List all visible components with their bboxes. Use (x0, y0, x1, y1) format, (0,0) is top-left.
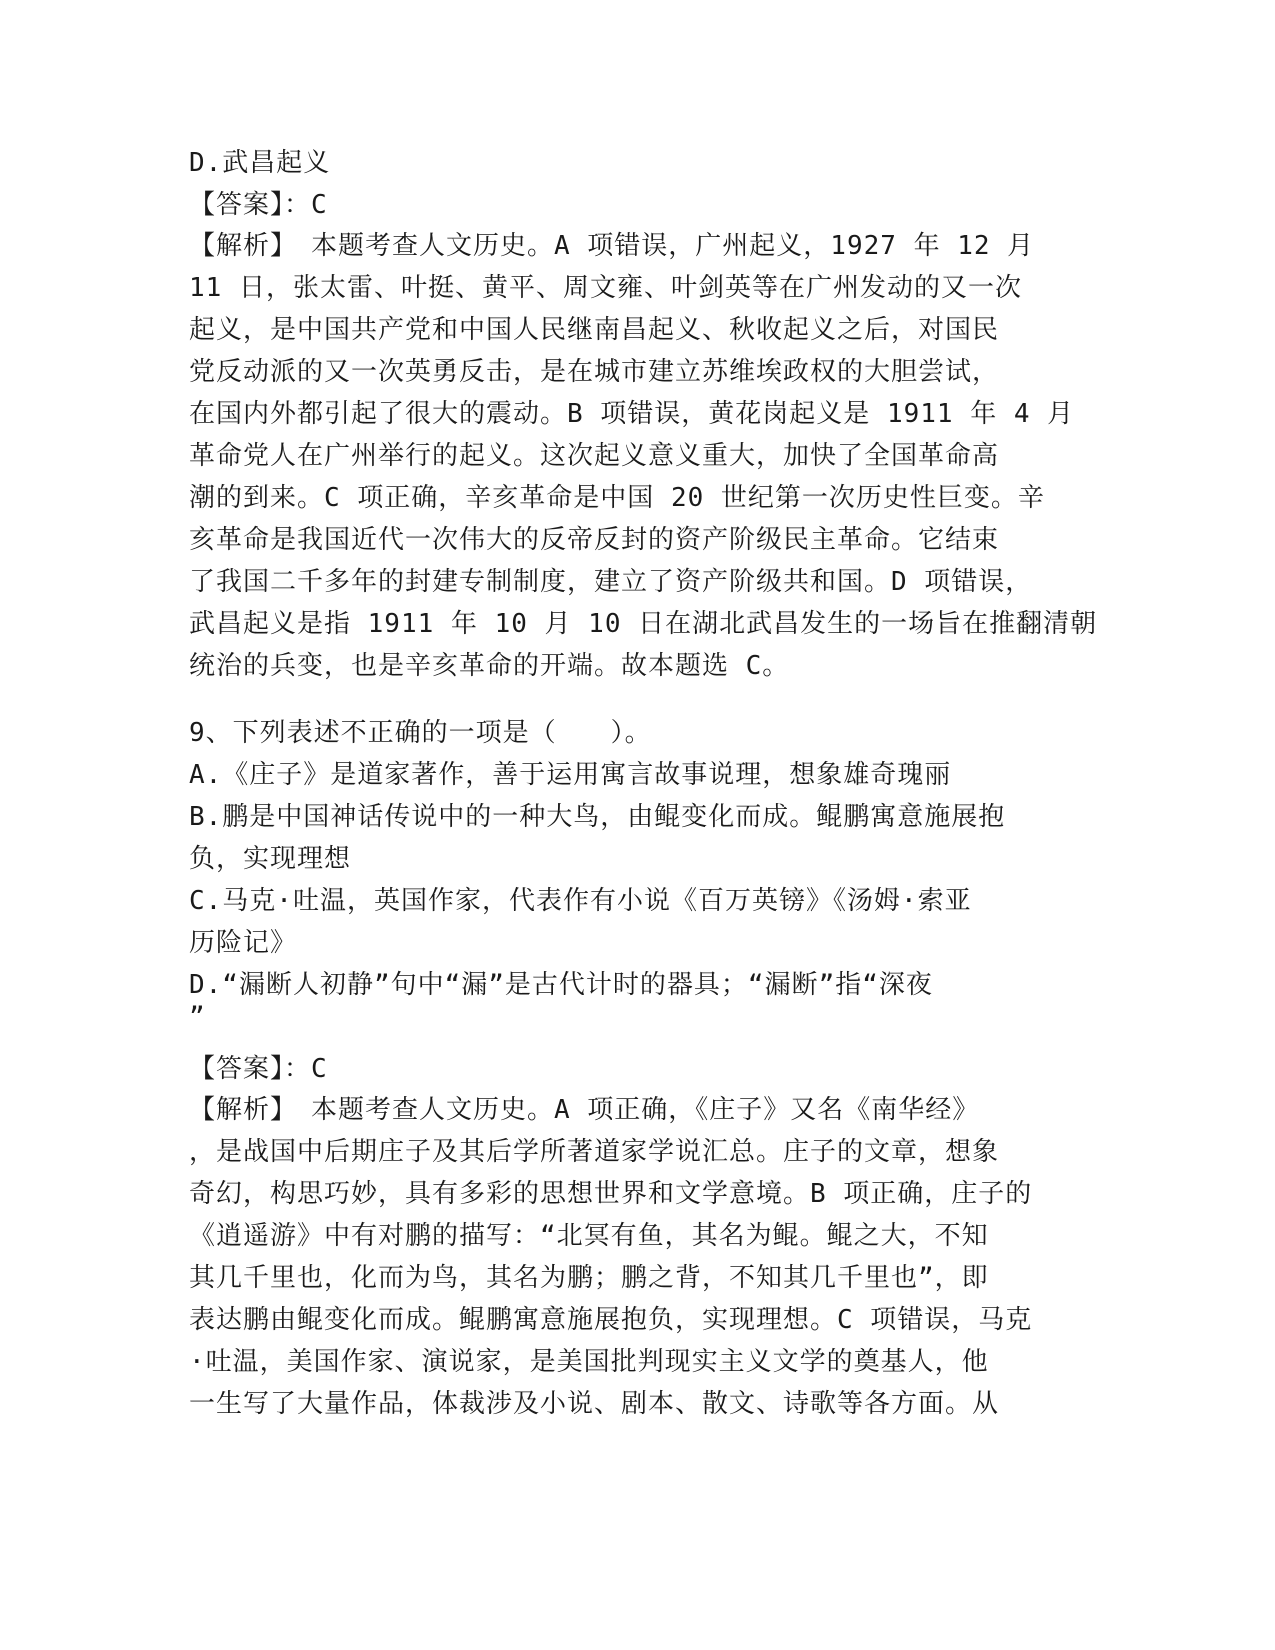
analysis-prev-line: 潮的到来。C 项正确，辛亥革命是中国 20 世纪第一次历史性巨变。辛 (189, 483, 1045, 513)
analysis-prev-line: 亥革命是我国近代一次伟大的反帝反封的资产阶级民主革命。它结束 (189, 525, 1000, 555)
question-9-analysis-line: 奇幻，构思巧妙，具有多彩的思想世界和文学意境。B 项正确，庄子的 (189, 1179, 1033, 1209)
question-9-option-a: A.《庄子》是道家著作，善于运用寓言故事说理，想象雄奇瑰丽 (189, 760, 952, 790)
question-9-option-d: D.“漏断人初静”句中“漏”是古代计时的器具；“漏断”指“深夜 (189, 970, 933, 1000)
analysis-prev-line: 了我国二千多年的封建专制制度，建立了资产阶级共和国。D 项错误， (189, 567, 1033, 597)
analysis-prev-line: 起义，是中国共产党和中国人民继南昌起义、秋收起义之后，对国民 (189, 315, 1000, 345)
question-9-stem: 9、下列表述不正确的一项是（ ）。 (189, 718, 652, 748)
option-d-prev: D.武昌起义 (189, 148, 331, 178)
analysis-prev-line: 革命党人在广州举行的起义。这次起义意义重大，加快了全国革命高 (189, 441, 1000, 471)
analysis-prev-line: 武昌起义是指 1911 年 10 月 10 日在湖北武昌发生的一场旨在推翻清朝 (189, 609, 1098, 639)
analysis-prev-line: 党反动派的又一次英勇反击，是在城市建立苏维埃政权的大胆尝试， (189, 357, 1000, 387)
question-9-analysis-line: 表达鹏由鲲变化而成。鲲鹏寓意施展抱负，实现理想。C 项错误，马克 (189, 1305, 1033, 1335)
question-9-analysis-line: 其几千里也，化而为鸟，其名为鹏；鹏之背，不知其几千里也”，即 (189, 1263, 989, 1293)
analysis-prev-line: 统治的兵变，也是辛亥革命的开端。故本题选 C。 (189, 651, 790, 681)
question-9-analysis-line: ·吐温，美国作家、演说家，是美国批判现实主义文学的奠基人，他 (189, 1347, 989, 1377)
answer-prev: 【答案】：C (189, 190, 328, 220)
question-9-answer: 【答案】：C (189, 1054, 328, 1084)
question-9-option-d-cont: ” (189, 1002, 206, 1032)
analysis-prev-line: 在国内外都引起了很大的震动。B 项错误，黄花岗起义是 1911 年 4 月 (189, 399, 1075, 429)
question-9-option-c-cont: 历险记》 (189, 928, 298, 958)
question-9-analysis-line: ，是战国中后期庄子及其后学所著道家学说汇总。庄子的文章，想象 (189, 1137, 1000, 1167)
question-9-analysis-line: 《逍遥游》中有对鹏的描写：“北冥有鱼，其名为鲲。鲲之大，不知 (189, 1221, 989, 1251)
question-9-analysis-line: 一生写了大量作品，体裁涉及小说、剧本、散文、诗歌等各方面。从 (189, 1389, 1000, 1419)
analysis-prev-line: 【解析】 本题考查人文历史。A 项错误，广州起义，1927 年 12 月 (189, 231, 1035, 261)
question-9-analysis-line: 【解析】 本题考查人文历史。A 项正确，《庄子》又名《南华经》 (189, 1095, 980, 1125)
question-9-option-b: B.鹏是中国神话传说中的一种大鸟，由鲲变化而成。鲲鹏寓意施展抱 (189, 802, 1006, 832)
question-9-option-c: C.马克·吐温，英国作家，代表作有小说《百万英镑》《汤姆·索亚 (189, 886, 972, 916)
analysis-prev-line: 11 日，张太雷、叶挺、黄平、周文雍、叶剑英等在广州发动的又一次 (189, 273, 1022, 303)
question-9-option-b-cont: 负，实现理想 (189, 844, 352, 874)
